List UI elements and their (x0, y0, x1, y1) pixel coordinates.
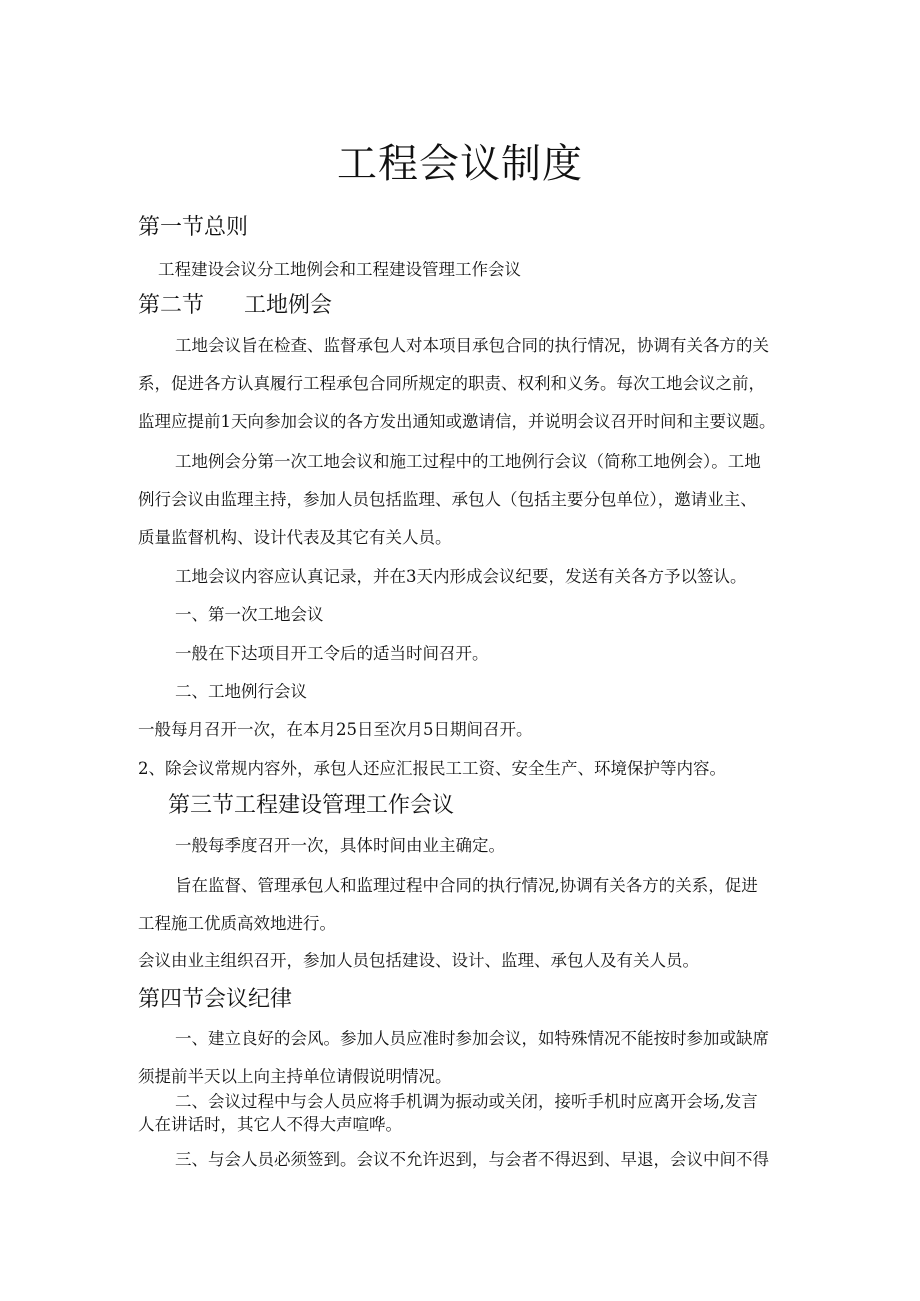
section-3-heading: 第三节工程建设管理工作会议 (168, 793, 455, 818)
section-1-heading: 第一节总则 (138, 215, 249, 240)
item-2-text-2: 2、除会议常规内容外，承包人还应汇报民工工资、安全生产、环境保护等内容。 (138, 759, 726, 778)
section-4-paragraph-1-line-2: 须提前半天以上向主持单位请假说明情况。 (138, 1067, 452, 1086)
section-1-paragraph: 工程建设会议分工地例会和工程建设管理工作会议 (158, 260, 521, 279)
section-4-heading: 第四节会议纪律 (138, 987, 293, 1012)
section-4-paragraph-3-line-1: 三、与会人员必须签到。会议不允许迟到，与会者不得迟到、早退，会议中间不得 (175, 1150, 769, 1169)
item-2-title: 二、工地例行会议 (175, 682, 307, 701)
section-2-heading-title: 工地例会 (244, 293, 333, 318)
section-4-paragraph-1-line-1: 一、建立良好的会风。参加人员应准时参加会议，如特殊情况不能按时参加或缺席 (175, 1029, 769, 1048)
section-2-paragraph-2-line-2: 例行会议由监理主持，参加人员包括监理、承包人（包括主要分包单位），邀请业主、 (138, 490, 757, 509)
item-2-text-1: 一般每月召开一次，在本月25日至次月5日期间召开。 (138, 720, 533, 739)
section-2-paragraph-2-line-1: 工地例会分第一次工地会议和施工过程中的工地例行会议（简称工地例会）。工地 (175, 452, 761, 471)
section-3-paragraph-3: 会议由业主组织召开，参加人员包括建设、设计、监理、承包人及有关人员。 (138, 951, 699, 970)
section-2-paragraph-1-line-2: 系，促进各方认真履行工程承包合同所规定的职责、权利和义务。每次工地会议之前， (138, 374, 765, 393)
section-4-paragraph-2-line-2: 人在讲话时，其它人不得大声喧哗。 (138, 1115, 402, 1134)
document-title: 工程会议制度 (337, 141, 583, 187)
section-2-paragraph-1-line-1: 工地会议旨在检查、监督承包人对本项目承包合同的执行情况，协调有关各方的关 (175, 336, 769, 355)
section-2-paragraph-2-line-3: 质量监督机构、设计代表及其它有关人员。 (138, 528, 452, 547)
item-1-title: 一、第一次工地会议 (175, 605, 324, 624)
section-3-paragraph-2-line-1: 旨在监督、管理承包人和监理过程中合同的执行情况,协调有关各方的关系，促进 (175, 876, 758, 895)
item-1-text: 一般在下达项目开工令后的适当时间召开。 (175, 644, 489, 663)
section-2-heading-number: 第二节 (138, 293, 205, 318)
section-3-paragraph-2-line-2: 工程施工优质高效地进行。 (138, 914, 336, 933)
section-3-paragraph-1: 一般每季度召开一次，具体时间由业主确定。 (175, 836, 505, 855)
section-2-paragraph-1-line-3: 监理应提前1天向参加会议的各方发出通知或邀请信，并说明会议召开时间和主要议题。 (138, 412, 776, 431)
section-2-paragraph-3: 工地会议内容应认真记录，并在3天内形成会议纪要，发送有关各方予以签认。 (175, 567, 747, 586)
section-4-paragraph-2-line-1: 二、会议过程中与会人员应将手机调为振动或关闭，接听手机时应离开会场,发言 (175, 1092, 758, 1111)
